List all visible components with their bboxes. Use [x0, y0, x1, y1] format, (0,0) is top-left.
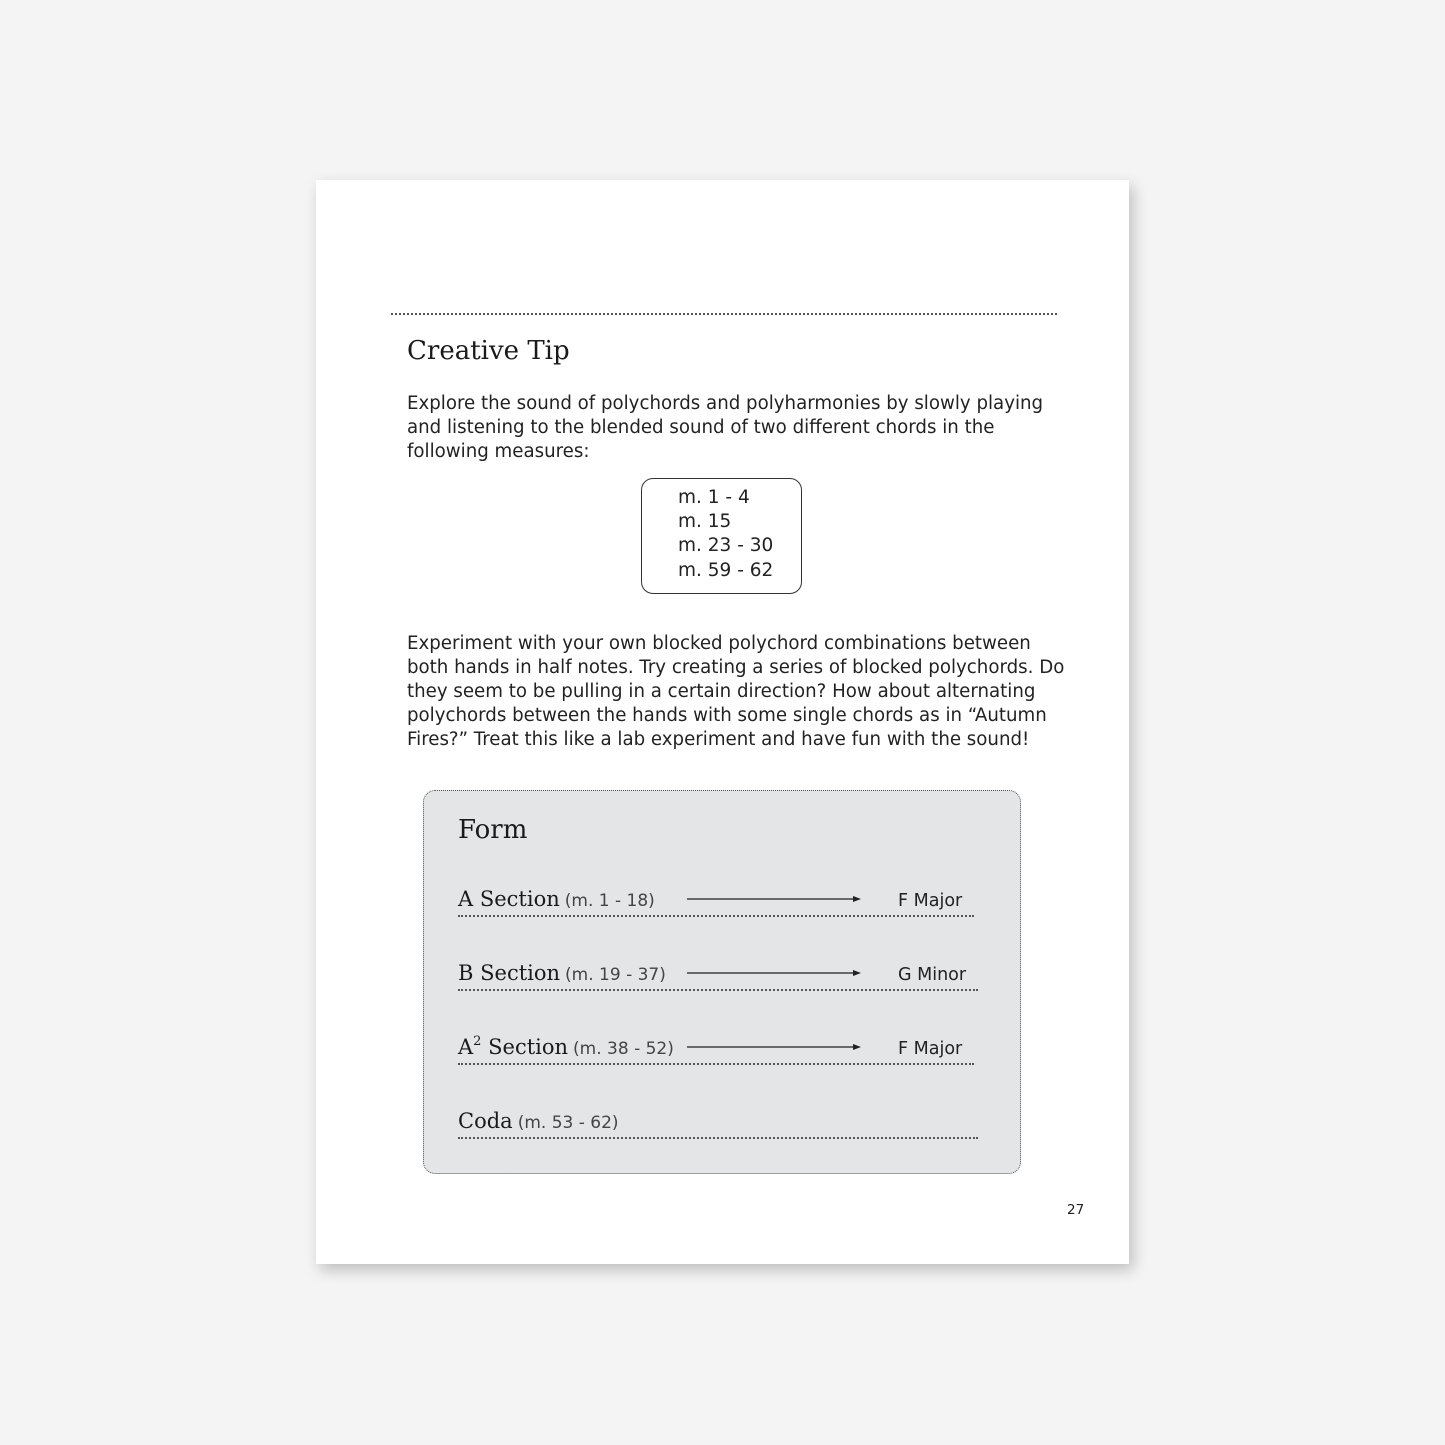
section-key: F Major: [898, 1039, 963, 1059]
section-range: (m. 1 - 18): [564, 891, 655, 911]
section-range: (m. 53 - 62): [517, 1113, 619, 1133]
form-row-coda: [458, 1105, 978, 1139]
dotted-underline: [458, 1137, 978, 1139]
book-page: [316, 180, 1129, 1264]
measure-item: m. 23 - 30: [678, 535, 774, 557]
dotted-underline: [458, 1063, 974, 1065]
section-letter: A: [458, 1035, 474, 1059]
section-label: [458, 887, 655, 911]
section-letter: B: [458, 961, 474, 985]
section-range: (m. 38 - 52): [573, 1039, 674, 1059]
dotted-underline: [458, 915, 974, 917]
arrow-icon: [687, 895, 861, 903]
section-range: (m. 19 - 37): [565, 965, 666, 985]
section-word: Section: [479, 887, 560, 911]
section-letter: A: [458, 887, 474, 911]
measure-item: m. 59 - 62: [678, 559, 774, 581]
measure-item: m. 15: [678, 511, 732, 533]
form-panel: [423, 790, 1021, 1174]
dotted-divider: [391, 313, 1057, 315]
measures-box: [641, 478, 802, 594]
section-key: G Minor: [898, 965, 967, 985]
section-key: F Major: [898, 891, 963, 911]
form-row-a-section: [458, 883, 974, 917]
measures-list: [678, 486, 773, 583]
form-row-b-section: [458, 957, 978, 991]
arrow-icon: [687, 969, 861, 977]
section-word: Section: [480, 961, 561, 985]
arrow-icon: [687, 1043, 861, 1051]
section-word: Section: [488, 1035, 569, 1059]
section-label: [458, 1109, 619, 1133]
section-letter: Coda: [458, 1109, 513, 1133]
page-number: 27: [1067, 1202, 1085, 1218]
measure-item: m. 1 - 4: [678, 487, 750, 508]
section-superscript: 2: [473, 1034, 482, 1049]
creative-tip-heading: Creative Tip: [407, 336, 570, 366]
creative-tip-intro: Explore the sound of polychords and polyharmonies by slowly playing and listening to the blended sound of two different chords in the following measures:: [407, 393, 1044, 462]
section-label: [458, 1035, 674, 1059]
dotted-underline: [458, 989, 978, 991]
section-label: [458, 961, 666, 985]
form-title: Form: [458, 815, 528, 845]
form-row-a2-section: [458, 1031, 974, 1065]
experiment-paragraph: Experiment with your own blocked polychord combinations between both hands in half notes. Try creating a series of blocked polychords. Do they seem to be pulling in a certain direction? How about alternating polychords between the hands with some single chords as in “Autumn Fires?” Treat this like a lab experiment and have fun with the sound!: [407, 633, 1065, 750]
